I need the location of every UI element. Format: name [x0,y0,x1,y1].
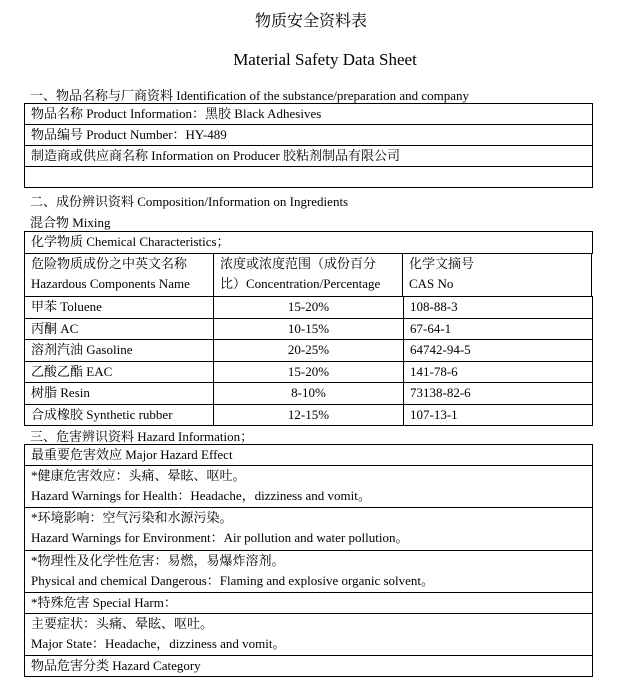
environment-hazard-row [25,508,593,551]
header-cas [403,254,592,296]
section2-heading: 二、成份辨识资料 Composition/Information on Ingredients [30,194,349,209]
composition-table [24,231,593,426]
environment-hazard-en: Hazard Warnings for Environment：Air pollution and water pollution。 [31,530,409,545]
ingredient-cas: 107-13-1 [404,405,593,426]
physical-chemical-hazard-cn: *物理性及化学性危害：易燃，易爆炸溶剂。 [31,553,285,568]
header-concentration-en: 比）Concentration/Percentage [220,276,381,291]
producer-row [25,146,593,167]
table-row [25,319,593,341]
ingredient-name: 乙酸乙酯 EAC [25,362,214,383]
product-number-cell: 物品编号 Product Number：HY-489 [25,125,593,145]
ingredient-name: 溶剂汽油 Gasoline [25,340,214,361]
identification-table [24,103,593,188]
table-row [25,362,593,384]
section1-heading: 一、物品名称与厂商资料 Identification of the substance/preparation and company [30,88,470,103]
ingredient-concentration: 12-15% [214,405,404,426]
ingredient-name: 甲苯 Toluene [25,297,214,318]
table-row [25,340,593,362]
physical-chemical-hazard-row [25,551,593,593]
document-title-english: Material Safety Data Sheet [233,50,417,69]
special-harm-row [25,593,593,614]
chemical-characteristics-cell: 化学物质 Chemical Characteristics； [25,232,593,253]
ingredient-cas: 141-78-6 [404,362,593,383]
major-symptoms-en: Major State：Headache，dizziness and vomit。 [31,636,286,651]
document-title-chinese: 物质安全资料表 [254,13,367,30]
ingredient-name: 树脂 Resin [25,383,214,404]
product-information-row [25,104,593,125]
table-row [25,405,593,427]
health-hazard-en: Hazard Warnings for Health：Headache，dizziness and vomit。 [31,488,371,503]
header-component-name [25,254,214,296]
major-symptoms-cn: 主要症状：头痛、晕眩、呕吐。 [31,616,214,631]
ingredient-concentration: 15-20% [214,362,404,383]
header-cas-cn: 化学文摘号 [409,256,475,271]
special-harm-cell: *特殊危害 Special Harm： [25,593,593,613]
section3-heading: 三、危害辨识资料 Hazard Information； [30,429,254,444]
environment-hazard-cn: *环境影响：空气污染和水源污染。 [31,510,233,525]
ingredient-list [25,297,593,426]
header-concentration [214,254,403,296]
composition-header-row [25,254,593,297]
product-number-row [25,125,593,146]
header-cas-en: CAS No [409,276,454,291]
ingredient-concentration: 15-20% [214,297,404,318]
blank-row [25,167,593,188]
ingredient-cas: 108-88-3 [404,297,593,318]
mixture-subheading: 混合物 Mixing [30,215,111,230]
hazard-table [24,444,593,677]
producer-cell: 制造商或供应商名称 Information on Producer 胶粘剂制品有限公司 [25,146,593,166]
table-row [25,383,593,405]
product-information-cell: 物品名称 Product Information：黑胶 Black Adhesives [25,104,593,124]
table-row [25,297,593,319]
ingredient-name: 合成橡胶 Synthetic rubber [25,405,214,426]
major-symptoms-cell [25,614,593,655]
header-component-name-en: Hazardous Components Name [31,276,190,291]
hazard-category-row [25,656,593,677]
hazard-category-cell: 物品危害分类 Hazard Category [25,656,593,676]
environment-hazard-cell [25,508,593,550]
ingredient-concentration: 8-10% [214,383,404,404]
header-component-name-cn: 危险物质成份之中英文名称 [31,256,188,271]
health-hazard-cell [25,466,593,507]
health-hazard-row [25,466,593,508]
ingredient-name: 丙酮 AC [25,319,214,340]
physical-chemical-hazard-cell [25,551,593,592]
ingredient-concentration: 20-25% [214,340,404,361]
ingredient-cas: 64742-94-5 [404,340,593,361]
ingredient-cas: 73138-82-6 [404,383,593,404]
major-hazard-cell: 最重要危害效应 Major Hazard Effect [25,445,593,465]
ingredient-cas: 67-64-1 [404,319,593,340]
header-concentration-cn: 浓度或浓度范围（成份百分 [220,256,377,271]
physical-chemical-hazard-en: Physical and chemical Dangerous：Flaming and explosive organic solvent。 [31,573,435,588]
major-hazard-row [25,445,593,466]
blank-cell [25,167,593,187]
major-symptoms-row [25,614,593,656]
health-hazard-cn: *健康危害效应：头痛、晕眩、呕吐。 [31,468,246,483]
chemical-characteristics-row [25,232,593,254]
ingredient-concentration: 10-15% [214,319,404,340]
